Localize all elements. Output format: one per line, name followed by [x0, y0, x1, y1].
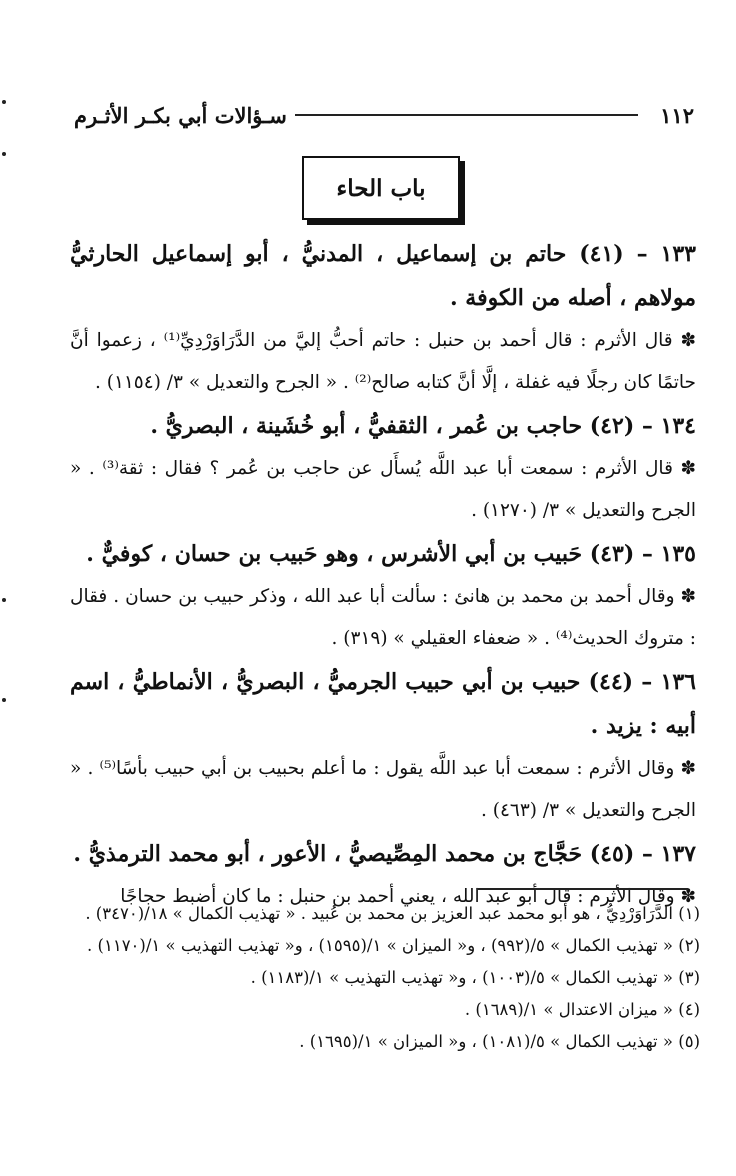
margin-mark [2, 152, 6, 156]
margin-mark [2, 100, 6, 104]
entry-body: ✽ وقال أحمد بن محمد بن هانئ : سألت أبا عبد الله ، وذكر حبيب بن حسان . فقال : متروك الحديث⁽⁴⁾ . « ضعفاء العقيلي » (٣١٩) . [70, 586, 696, 649]
entry-heading: ١٣٦ – (٤٤) حبيب بن أبي حبيب الجرميُّ ، البصريُّ ، الأنماطيُّ ، اسم أبيه : يزيد . [70, 669, 696, 739]
main-text [70, 232, 696, 918]
running-title: سـؤالات أبي بكـر الأثـرم [74, 102, 287, 128]
entry-heading: ١٣٤ – (٤٢) حاجب بن عُمر ، الثقفيُّ ، أبو خُشَينة ، البصريُّ . [150, 413, 696, 439]
footnotes [62, 898, 700, 1058]
running-header [74, 100, 694, 130]
chapter-heading-box [302, 156, 460, 220]
entry-body: ✽ قال الأثرم : سمعت أبا عبد اللَّه يُسأَل عن حاجب بن عُمر ؟ فقال : ثقة⁽³⁾ . « الجرح والتعديل » ٣/ (١٢٧٠) . [70, 458, 696, 521]
entry-body: ✽ قال الأثرم : قال أحمد بن حنبل : حاتم أحبُّ إليَّ من الدَّرَاوَرْدِيِّ⁽¹⁾ ، زعموا أنَّ حاتمًا كان رجلًا فيه غفلة ، إلَّا أنَّ كتابه صالح⁽²⁾ . « الجرح والتعديل » ٣/ (١١٥٤) . [70, 330, 696, 393]
entry-heading: ١٣٧ – (٤٥) حَجَّاج بن محمد المِصِّيصيُّ ، الأعور ، أبو محمد الترمذيُّ . [73, 841, 696, 867]
entry-heading: ١٣٣ – (٤١) حاتم بن إسماعيل ، المدنيُّ ، أبو إسماعيل الحارثيُّ مولاهم ، أصله من الكوفة . [70, 241, 696, 311]
footnote: (١) الدَّرَاوَرْدِيُّ ، هو أبو محمد عبد العزيز بن محمد بن عُبيد . « تهذيب الكمال » ١٨/(٣٤٧٠) . [85, 904, 700, 923]
footnote: (٥) « تهذيب الكمال » ٥/(١٠٨١) ، و« الميزان » ١/(١٦٩٥) . [299, 1032, 700, 1051]
footnote: (٣) « تهذيب الكمال » ٥/(١٠٠٣) ، و« تهذيب التهذيب » ١/(١١٨٣) . [250, 968, 700, 987]
footnote: (٢) « تهذيب الكمال » ٥/(٩٩٢) ، و« الميزان » ١/(١٥٩٥) ، و« تهذيب التهذيب » ١/(١١٧٠) . [87, 936, 700, 955]
entry-body: ✽ وقال الأثرم : قال أبو عبد الله ، يعني أحمد بن حنبل : ما كان أضبط حجاجًا [120, 886, 696, 907]
page-number: ١١٢ [660, 102, 694, 128]
footnote-divider [478, 888, 688, 890]
margin-mark [2, 598, 6, 602]
entry-heading: ١٣٥ – (٤٣) حَبيب بن أبي الأشرس ، وهو حَبيب بن حسان ، كوفيٌّ . [86, 541, 696, 567]
header-rule [295, 114, 638, 116]
entry-body: ✽ وقال الأثرم : سمعت أبا عبد اللَّه يقول : ما أعلم بحبيب بن أبي حبيب بأسًا⁽⁵⁾ . « الجرح والتعديل » ٣/ (٤٦٣) . [70, 758, 696, 821]
chapter-title: باب الحاء [336, 174, 426, 202]
footnote: (٤) « ميزان الاعتدال » ١/(١٦٨٩) . [464, 1000, 700, 1019]
margin-mark [2, 698, 6, 702]
